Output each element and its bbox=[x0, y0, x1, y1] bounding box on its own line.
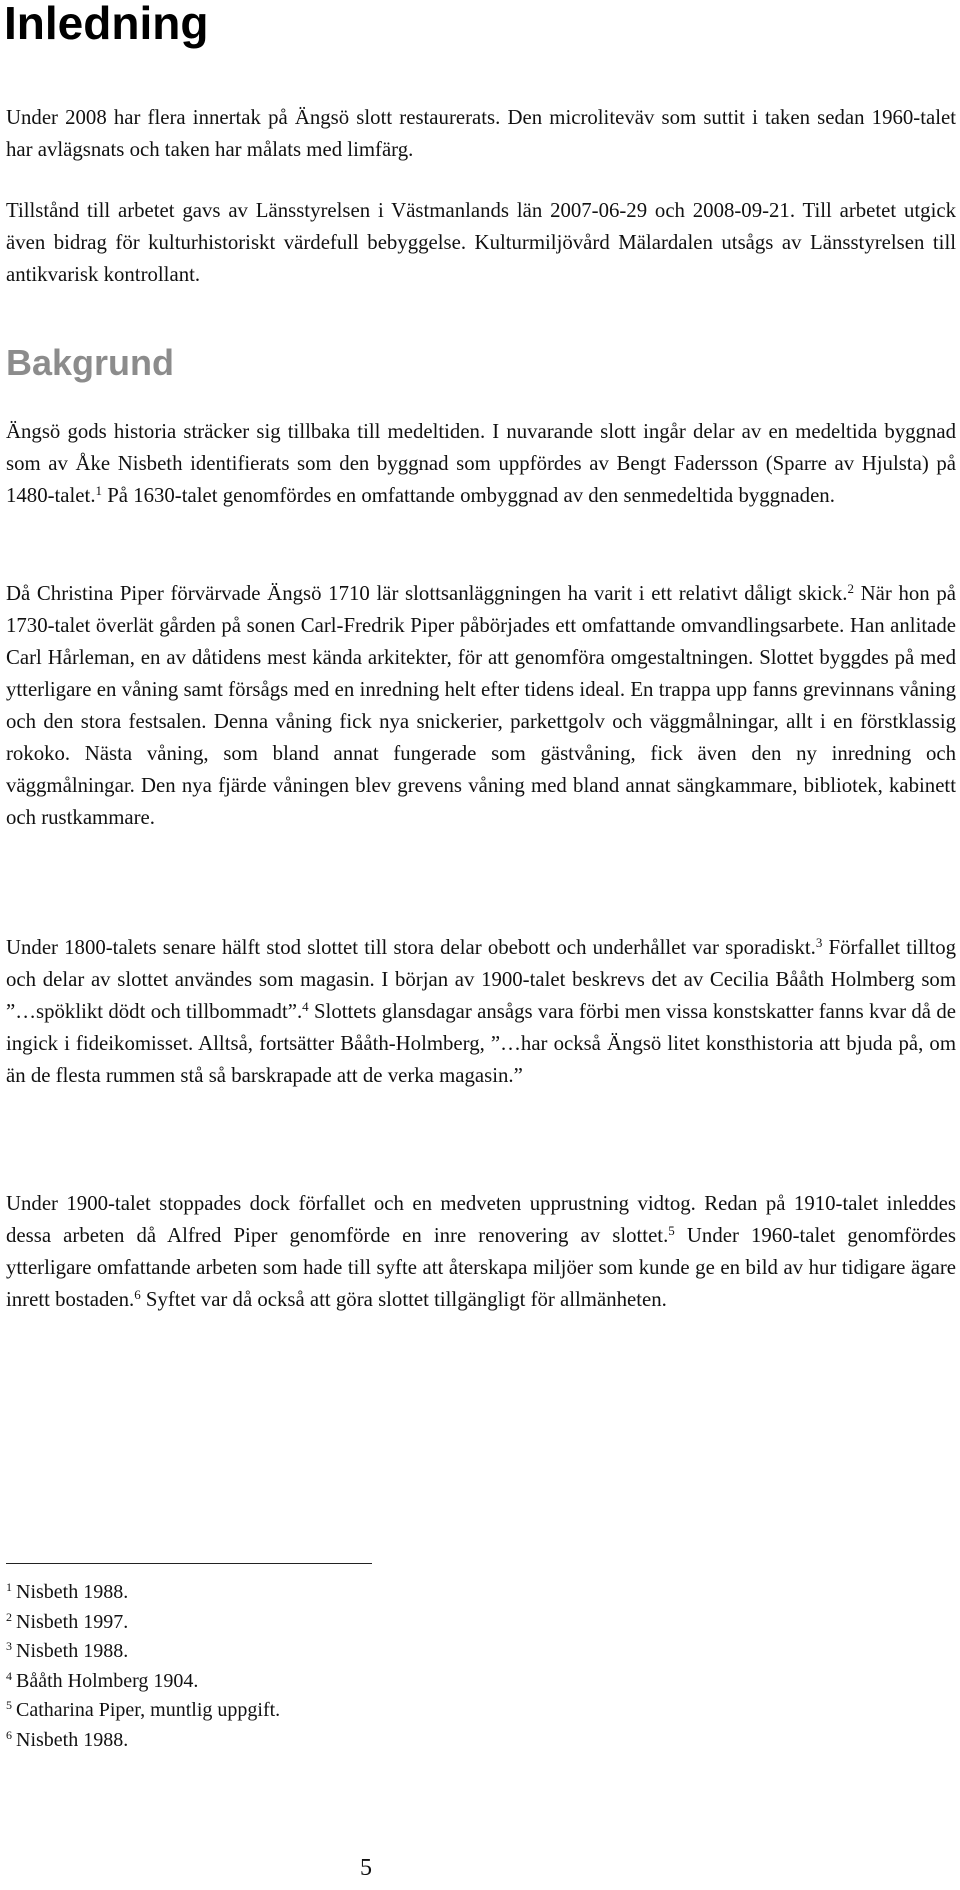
section-heading-bakgrund: Bakgrund bbox=[6, 342, 175, 383]
footnote-item: $^3$ Nisbeth 1988. bbox=[6, 1639, 129, 1662]
footnotes bbox=[6, 1578, 606, 1755]
bakgrund-paragraph-1 bbox=[6, 416, 956, 512]
bakgrund-paragraph-3 bbox=[6, 932, 956, 1092]
bakgrund-paragraph-2 bbox=[6, 578, 956, 834]
paragraph-text: Under 1900-talet stoppades dock förfallet och en medveten upprustning vidtog. Redan på 1910-talet inleddes dessa arbeten då Alfred Piper genomförde en inre renovering av slottet.$^5$ Under 1960-talet genomfördes ytterligare omfattande arbeten som hade till syfte att återskapa miljöer som kunde ge en bild av hur tidigare ägare inrett bostaden.$^6$ Syftet var då också att göra slottet tillgängligt för allmänheten. bbox=[6, 1192, 956, 1311]
footnote-ref[interactable]: 4 bbox=[302, 999, 309, 1014]
footnote-item: $^1$ Nisbeth 1988. bbox=[6, 1580, 129, 1603]
paragraph-text: Ängsö gods historia sträcker sig tillbaka till medeltiden. I nuvarande slott ingår delar av en medeltida byggnad som av Åke Nisbeth identifierats som den byggnad som uppfördes av Bengt Fadersson (Sparre av Hjulsta) på 1480-talet.$^1$ På 1630-talet genomfördes en omfattande ombyggnad av den senmedeltida byggnaden. bbox=[6, 420, 956, 507]
paragraph-text: Tillstånd till arbetet gavs av Länsstyrelsen i Västmanlands län 2007-06-29 och 2008-09-21. Till arbetet utgick även bidrag för kulturhistoriskt värdefull bebyggelse. Kulturmiljövård Mälardalen utsågs av Länsstyrelsen till antikvarisk kontrollant. bbox=[6, 199, 956, 286]
bakgrund-paragraph-4 bbox=[6, 1188, 956, 1316]
intro-paragraph-2 bbox=[6, 195, 956, 291]
footnote-item: $^5$ Catharina Piper, muntlig uppgift. bbox=[6, 1698, 281, 1721]
footnote-ref[interactable]: 5 bbox=[668, 1223, 675, 1238]
footnote-item: $^6$ Nisbeth 1988. bbox=[6, 1727, 129, 1751]
paragraph-text: Under 1800-talets senare hälft stod slottet till stora delar obebott och underhållet var sporadiskt.$^3$ Förfallet tilltog och delar av slottet användes som magasin. I början av 1900-talet beskrevs det av Cecilia Bååth Holmberg som ”…spöklikt dödt och tillbommadt”.$^4$ Slottets glansdagar ansågs vara förbi men vissa konstskatter fanns kvar då de ingick i fideikomisset. Alltså, fortsätter Bååth-Holmberg, ”…har också Ängsö litet konsthistoria att bjuda på, om än de flesta rummen stå så barskrapade att de verka magasin.” bbox=[6, 935, 956, 1087]
intro-paragraph-1 bbox=[6, 102, 956, 166]
footnote-ref[interactable]: 6 bbox=[134, 1287, 141, 1302]
page-title: Inledning bbox=[4, 0, 209, 49]
paragraph-text: Under 2008 har flera innertak på Ängsö slott restaurerats. Den microliteväv som suttit i taken sedan 1960-talet har avlägsnats och taken har målats med limfärg. bbox=[6, 106, 956, 161]
footnote-ref[interactable]: 1 bbox=[95, 483, 103, 498]
footnote-item: $^2$ Nisbeth 1997. bbox=[6, 1609, 129, 1633]
footnote-separator bbox=[6, 1563, 372, 1564]
footnote-ref[interactable]: 3 bbox=[815, 935, 823, 950]
footnote-ref[interactable]: 2 bbox=[847, 581, 854, 596]
page-number: 5 bbox=[360, 1855, 372, 1881]
footnote-item: $^4$ Bååth Holmberg 1904. bbox=[6, 1668, 199, 1692]
paragraph-text: Då Christina Piper förvärvade Ängsö 1710 lär slottsanläggningen ha varit i ett relativt dåligt skick.$^2$ När hon på 1730-talet överlät gården på sonen Carl-Fredrik Piper påbörjades ett omfattande omvandlingsarbete. Han anlitade Carl Hårleman, en av dåtidens mest kända arkitekter, för att genomföra omgestaltningen. Slottet byggdes på med ytterligare en våning samt försågs med en inredning helt efter tidens ideal. En trappa upp fanns grevinnans våning och den stora festsalen. Denna våning fick nya snickerier, parkettgolv och väggmålningar, allt i en förstklassig rokoko. Nästa våning, som bland annat fungerade som gästvåning, fick även den ny inredning och väggmålningar. Den nya fjärde våningen blev grevens våning med bland annat sängkammare, bibliotek, kabinett och rustkammare. bbox=[6, 581, 956, 829]
